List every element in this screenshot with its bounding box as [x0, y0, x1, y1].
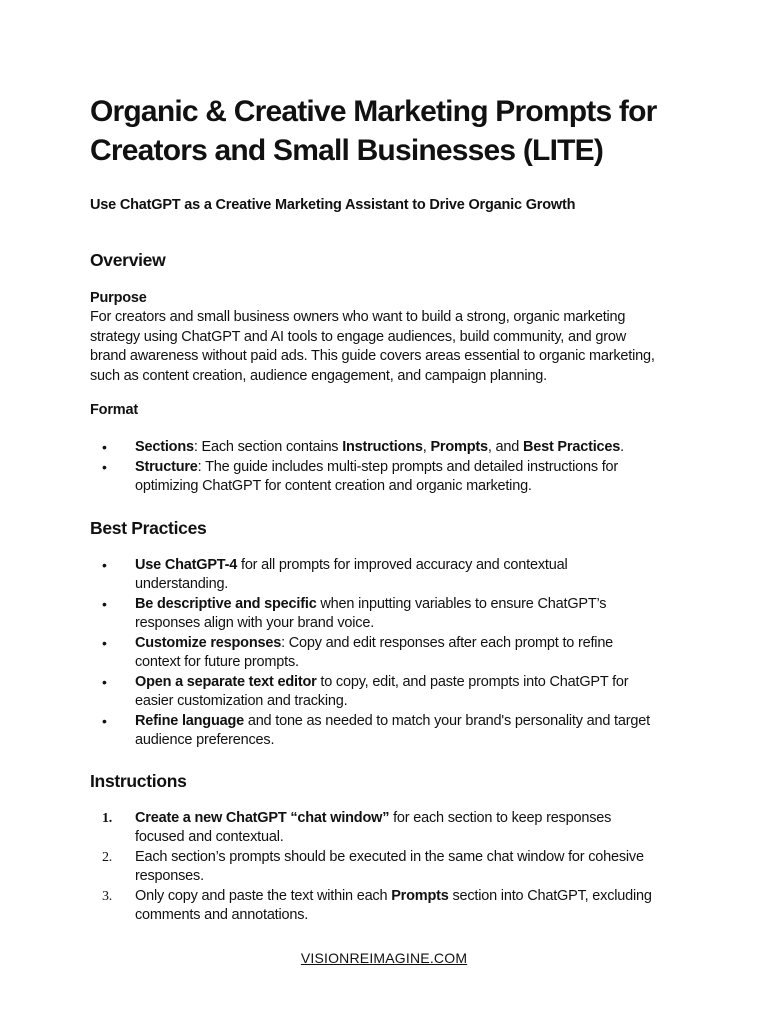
list-item	[90, 556, 690, 595]
best-practices-term: Best Practices	[522, 439, 621, 455]
list-item	[90, 887, 690, 926]
item-text: : Each section contains	[193, 439, 343, 455]
list-item	[90, 634, 690, 673]
best-practices-heading: Best Practices	[90, 517, 207, 538]
format-list	[90, 438, 690, 497]
list-item	[90, 438, 690, 458]
purpose-paragraph	[90, 308, 690, 386]
item-text: , and	[487, 439, 523, 455]
item-text: optimizing ChatGPT for content creation and organic marketing.	[135, 478, 532, 494]
item-text: easier customization and tracking.	[135, 693, 348, 709]
purpose-line: strategy using ChatGPT and AI tools to engage audiences, build community, and grow	[90, 328, 627, 345]
item-text: and tone as needed to match your brand's personality and target	[244, 712, 650, 729]
item-text: section into ChatGPT, excluding	[448, 887, 652, 904]
document-subtitle: Use ChatGPT as a Creative Marketing Assistant to Drive Organic Growth	[90, 197, 576, 213]
item-text: understanding.	[135, 576, 229, 592]
item-bold: Be descriptive and specific	[135, 595, 317, 612]
bullet-marker: •	[102, 556, 107, 573]
item-text: ,	[422, 439, 431, 455]
item-bold: Create a new ChatGPT “chat window”	[135, 809, 390, 826]
item-text: when inputting variables to ensure ChatGPT’s	[316, 595, 607, 612]
bullet-marker: •	[102, 673, 107, 690]
bullet-marker: •	[102, 634, 107, 651]
item-bold: Use ChatGPT-4	[135, 556, 238, 573]
purpose-heading: Purpose	[90, 290, 147, 306]
item-bold: Refine language	[135, 712, 244, 729]
item-text: audience preferences.	[135, 732, 275, 748]
instructions-list	[90, 809, 690, 926]
item-text: Each section’s prompts should be executed in the same chat window for cohesive	[135, 848, 644, 865]
bullet-marker: •	[102, 439, 107, 455]
title-line-2: Creators and Small Businesses (LITE)	[90, 134, 604, 167]
instructions-term: Instructions	[342, 439, 423, 455]
list-item	[90, 809, 690, 848]
sections-label: Sections	[135, 439, 194, 455]
item-text: comments and annotations.	[135, 907, 309, 923]
format-heading: Format	[90, 402, 138, 418]
purpose-line: For creators and small business owners who want to build a strong, organic marketing	[90, 309, 626, 325]
prompts-term: Prompts	[430, 439, 488, 455]
purpose-line: such as content creation, audience engagement, and campaign planning.	[90, 367, 547, 384]
number-marker: 3.	[102, 888, 113, 904]
prompts-term: Prompts	[391, 887, 449, 904]
bullet-marker: •	[102, 458, 107, 475]
list-item	[90, 712, 690, 751]
structure-label: Structure	[135, 458, 198, 475]
item-text: for each section to keep responses	[389, 809, 612, 826]
bullet-marker: •	[102, 712, 107, 729]
item-text: for all prompts for improved accuracy and contextual	[237, 556, 568, 573]
list-item	[90, 673, 690, 712]
item-text: responses.	[135, 868, 204, 884]
item-text: focused and contextual.	[135, 829, 284, 845]
best-practices-list	[90, 556, 690, 751]
item-text: to copy, edit, and paste prompts into ChatGPT for	[316, 673, 629, 690]
item-text: : Copy and edit responses after each prompt to refine	[281, 634, 614, 651]
number-marker: 2.	[102, 849, 113, 865]
item-bold: Open a separate text editor	[135, 673, 317, 690]
overview-heading: Overview	[90, 250, 166, 270]
purpose-line: brand awareness without paid ads. This guide covers areas essential to organic marketing,	[90, 348, 655, 364]
item-text: : The guide includes multi-step prompts and detailed instructions for	[197, 458, 619, 475]
list-item	[90, 458, 690, 497]
footer-website-link[interactable]: VISIONREIMAGINE.COM	[300, 950, 468, 966]
item-text: Only copy and paste the text within each	[135, 887, 392, 904]
item-text: context for future prompts.	[135, 654, 299, 670]
document-title	[90, 92, 690, 170]
number-marker: 1.	[102, 810, 113, 826]
list-item	[90, 848, 690, 887]
item-text: responses align with your brand voice.	[135, 615, 375, 631]
instructions-heading: Instructions	[90, 770, 187, 791]
title-line-1: Organic & Creative Marketing Prompts for	[90, 95, 657, 128]
list-item	[90, 595, 690, 634]
item-text: .	[620, 439, 624, 455]
document-content	[90, 92, 690, 926]
item-bold: Customize responses	[135, 634, 282, 651]
bullet-marker: •	[102, 595, 107, 612]
